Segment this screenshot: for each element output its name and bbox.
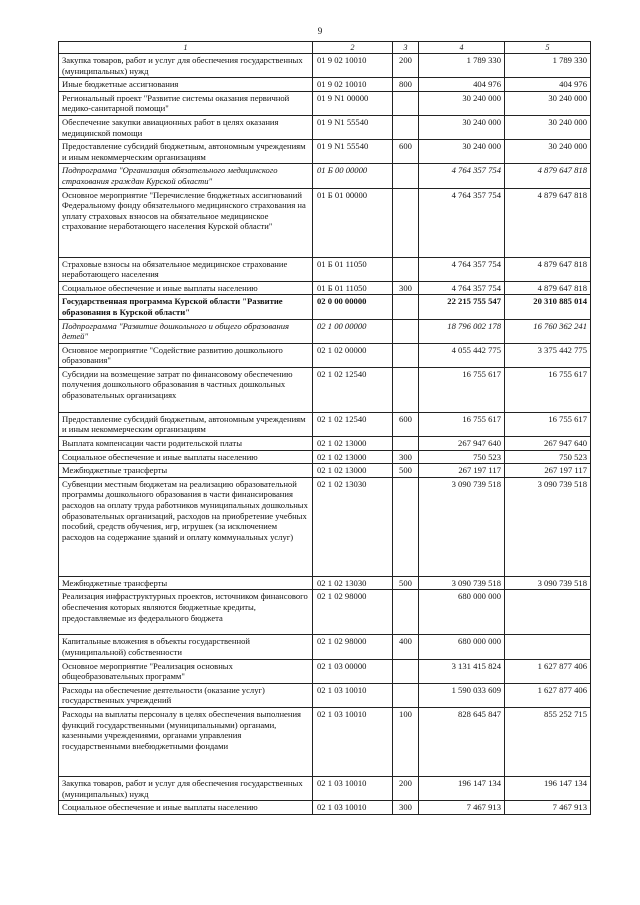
table-row [59, 412, 591, 436]
row-expense-type [393, 164, 419, 188]
row-sum-year-2: 16 755 617 [505, 367, 591, 412]
row-sum-year-1: 4 764 357 754 [419, 281, 505, 295]
row-expense-type: 300 [393, 281, 419, 295]
page-number: 9 [317, 26, 323, 36]
row-expense-type [393, 343, 419, 367]
row-name: Капитальные вложения в объекты государственной (муниципальной) собственности [59, 635, 313, 659]
row-sum-year-2: 196 147 134 [505, 777, 591, 801]
row-code: 02 1 00 00000 [313, 319, 393, 343]
row-expense-type [393, 319, 419, 343]
table-row [59, 576, 591, 590]
row-sum-year-2 [505, 590, 591, 635]
row-code: 02 1 02 13000 [313, 437, 393, 451]
row-sum-year-2: 30 240 000 [505, 115, 591, 139]
row-sum-year-2: 30 240 000 [505, 91, 591, 115]
row-code: 01 9 N1 55540 [313, 115, 393, 139]
row-expense-type: 400 [393, 635, 419, 659]
table-row [59, 54, 591, 78]
table-row [59, 188, 591, 257]
row-expense-type [393, 477, 419, 576]
row-expense-type: 300 [393, 801, 419, 815]
header-col-5: 5 [505, 42, 591, 54]
header-col-4: 4 [419, 42, 505, 54]
row-name: Предоставление субсидий бюджетным, автономным учреждениям и иным некоммерческим организациям [59, 140, 313, 164]
row-sum-year-2: 16 760 362 241 [505, 319, 591, 343]
row-sum-year-1: 30 240 000 [419, 140, 505, 164]
row-sum-year-2: 30 240 000 [505, 140, 591, 164]
row-code: 01 Б 00 00000 [313, 164, 393, 188]
table-row [59, 464, 591, 478]
row-sum-year-1: 680 000 000 [419, 635, 505, 659]
table-row [59, 115, 591, 139]
row-expense-type [393, 437, 419, 451]
row-expense-type: 600 [393, 140, 419, 164]
row-code: 02 1 02 13000 [313, 450, 393, 464]
row-name: Региональный проект "Развитие системы оказания первичной медико-санитарной помощи" [59, 91, 313, 115]
budget-table [58, 41, 591, 815]
table-row [59, 91, 591, 115]
header-col-2: 2 [313, 42, 393, 54]
table-row [59, 78, 591, 92]
table-row [59, 450, 591, 464]
row-name: Обеспечение закупки авиационных работ в целях оказания медицинской помощи [59, 115, 313, 139]
row-sum-year-1: 1 789 330 [419, 54, 505, 78]
row-code: 01 Б 01 11050 [313, 257, 393, 281]
row-name: Социальное обеспечение и иные выплаты населению [59, 801, 313, 815]
table-row [59, 281, 591, 295]
row-expense-type [393, 91, 419, 115]
row-sum-year-2: 3 090 739 518 [505, 576, 591, 590]
row-expense-type [393, 115, 419, 139]
row-sum-year-2: 267 197 117 [505, 464, 591, 478]
row-code: 02 1 02 13030 [313, 477, 393, 576]
table-row [59, 164, 591, 188]
row-name: Страховые взносы на обязательное медицинское страхование неработающего населения [59, 257, 313, 281]
row-sum-year-2: 404 976 [505, 78, 591, 92]
row-name: Основное мероприятие "Перечисление бюджетных ассигнований Федеральному фонду обязательного медицинского страхования на уплату страховых взносов на обязательное медицинское страхование неработающего населения Курской области" [59, 188, 313, 257]
row-sum-year-1: 267 947 640 [419, 437, 505, 451]
table-row [59, 319, 591, 343]
row-code: 02 1 02 98000 [313, 590, 393, 635]
row-name: Субвенции местным бюджетам на реализацию образовательной программы дошкольного образования в части финансирования расходов на оплату труда работников муниципальных дошкольных образовательных организаций, расходов на приобретение учебных пособий, средств обучения, игр, игрушек (за исключением расходов на содержание зданий и оплату коммунальных услуг) [59, 477, 313, 576]
row-expense-type [393, 683, 419, 707]
row-expense-type: 500 [393, 576, 419, 590]
row-expense-type: 500 [393, 464, 419, 478]
row-code: 02 1 03 10010 [313, 777, 393, 801]
row-sum-year-1: 3 090 739 518 [419, 576, 505, 590]
table-row [59, 590, 591, 635]
row-code: 02 1 02 00000 [313, 343, 393, 367]
row-expense-type [393, 188, 419, 257]
row-sum-year-2 [505, 635, 591, 659]
row-code: 01 9 N1 00000 [313, 91, 393, 115]
row-expense-type [393, 590, 419, 635]
header-col-3: 3 [393, 42, 419, 54]
row-code: 01 9 02 10010 [313, 54, 393, 78]
row-name: Выплата компенсации части родительской платы [59, 437, 313, 451]
row-name: Закупка товаров, работ и услуг для обеспечения государственных (муниципальных) нужд [59, 54, 313, 78]
row-sum-year-1: 16 755 617 [419, 367, 505, 412]
row-expense-type: 300 [393, 450, 419, 464]
row-expense-type [393, 367, 419, 412]
row-sum-year-2: 1 789 330 [505, 54, 591, 78]
row-code: 02 1 03 10010 [313, 801, 393, 815]
row-sum-year-1: 3 090 739 518 [419, 477, 505, 576]
row-name: Предоставление субсидий бюджетным, автономным учреждениям и иным некоммерческим организациям [59, 412, 313, 436]
row-sum-year-2: 855 252 715 [505, 708, 591, 777]
row-sum-year-1: 680 000 000 [419, 590, 505, 635]
row-expense-type [393, 295, 419, 319]
row-name: Подпрограмма "Организация обязательного медицинского страхования граждан Курской области" [59, 164, 313, 188]
table-row [59, 367, 591, 412]
row-code: 01 9 N1 55540 [313, 140, 393, 164]
row-code: 01 9 02 10010 [313, 78, 393, 92]
row-code: 02 1 02 98000 [313, 635, 393, 659]
row-sum-year-1: 4 764 357 754 [419, 188, 505, 257]
row-code: 02 1 03 10010 [313, 708, 393, 777]
row-name: Подпрограмма "Развитие дошкольного и общего образования детей" [59, 319, 313, 343]
row-code: 02 0 00 00000 [313, 295, 393, 319]
row-code: 02 1 02 13030 [313, 576, 393, 590]
row-expense-type [393, 659, 419, 683]
row-sum-year-1: 16 755 617 [419, 412, 505, 436]
row-sum-year-1: 7 467 913 [419, 801, 505, 815]
table-row [59, 257, 591, 281]
row-code: 02 1 03 00000 [313, 659, 393, 683]
row-name: Расходы на выплаты персоналу в целях обеспечения выполнения функций государственными (муниципальными) органами, казенными учреждениями, органами управления государственными внебюджетными фондами [59, 708, 313, 777]
row-expense-type [393, 257, 419, 281]
table-row [59, 635, 591, 659]
table-row [59, 801, 591, 815]
row-code: 02 1 03 10010 [313, 683, 393, 707]
row-sum-year-1: 4 055 442 775 [419, 343, 505, 367]
row-sum-year-2: 1 627 877 406 [505, 683, 591, 707]
table-row [59, 343, 591, 367]
row-expense-type: 600 [393, 412, 419, 436]
row-sum-year-2: 4 879 647 818 [505, 257, 591, 281]
row-sum-year-2: 4 879 647 818 [505, 188, 591, 257]
row-name: Реализация инфраструктурных проектов, источником финансового обеспечения которых являются бюджетные кредиты, предоставляемые из федерального бюджета [59, 590, 313, 635]
row-code: 02 1 02 12540 [313, 412, 393, 436]
row-sum-year-1: 828 645 847 [419, 708, 505, 777]
header-col-1: 1 [59, 42, 313, 54]
row-sum-year-2: 4 879 647 818 [505, 164, 591, 188]
table-row [59, 777, 591, 801]
row-sum-year-1: 1 590 033 609 [419, 683, 505, 707]
row-name: Государственная программа Курской области "Развитие образования в Курской области" [59, 295, 313, 319]
row-sum-year-2: 16 755 617 [505, 412, 591, 436]
table-row [59, 683, 591, 707]
row-sum-year-1: 22 215 755 547 [419, 295, 505, 319]
row-sum-year-2: 1 627 877 406 [505, 659, 591, 683]
row-sum-year-1: 196 147 134 [419, 777, 505, 801]
row-sum-year-2: 267 947 640 [505, 437, 591, 451]
row-code: 02 1 02 13000 [313, 464, 393, 478]
row-name: Иные бюджетные ассигнования [59, 78, 313, 92]
row-name: Основное мероприятие "Содействие развитию дошкольного образования" [59, 343, 313, 367]
row-code: 01 Б 01 11050 [313, 281, 393, 295]
row-sum-year-1: 4 764 357 754 [419, 164, 505, 188]
row-sum-year-2: 4 879 647 818 [505, 281, 591, 295]
row-sum-year-2: 20 310 885 014 [505, 295, 591, 319]
row-sum-year-2: 750 523 [505, 450, 591, 464]
row-code: 02 1 02 12540 [313, 367, 393, 412]
row-expense-type: 200 [393, 54, 419, 78]
row-expense-type: 200 [393, 777, 419, 801]
row-sum-year-1: 30 240 000 [419, 115, 505, 139]
row-name: Социальное обеспечение и иные выплаты населению [59, 281, 313, 295]
table-row [59, 659, 591, 683]
row-sum-year-1: 404 976 [419, 78, 505, 92]
row-name: Расходы на обеспечение деятельности (оказание услуг) государственных учреждений [59, 683, 313, 707]
row-name: Межбюджетные трансферты [59, 576, 313, 590]
row-name: Социальное обеспечение и иные выплаты населению [59, 450, 313, 464]
header-row [59, 42, 591, 54]
row-name: Основное мероприятие "Реализация основных общеобразовательных программ" [59, 659, 313, 683]
row-sum-year-2: 3 090 739 518 [505, 477, 591, 576]
row-sum-year-1: 18 796 002 178 [419, 319, 505, 343]
row-sum-year-1: 4 764 357 754 [419, 257, 505, 281]
table-row [59, 708, 591, 777]
table-row [59, 295, 591, 319]
row-sum-year-1: 30 240 000 [419, 91, 505, 115]
row-sum-year-2: 3 375 442 775 [505, 343, 591, 367]
table-row [59, 477, 591, 576]
table-row [59, 140, 591, 164]
row-sum-year-1: 267 197 117 [419, 464, 505, 478]
table-row [59, 437, 591, 451]
row-name: Межбюджетные трансферты [59, 464, 313, 478]
row-name: Субсидии на возмещение затрат по финансовому обеспечению получения дошкольного образования в частных дошкольных образовательных организациях [59, 367, 313, 412]
row-sum-year-2: 7 467 913 [505, 801, 591, 815]
row-expense-type: 100 [393, 708, 419, 777]
row-sum-year-1: 3 131 415 824 [419, 659, 505, 683]
row-expense-type: 800 [393, 78, 419, 92]
row-code: 01 Б 01 00000 [313, 188, 393, 257]
row-sum-year-1: 750 523 [419, 450, 505, 464]
row-name: Закупка товаров, работ и услуг для обеспечения государственных (муниципальных) нужд [59, 777, 313, 801]
